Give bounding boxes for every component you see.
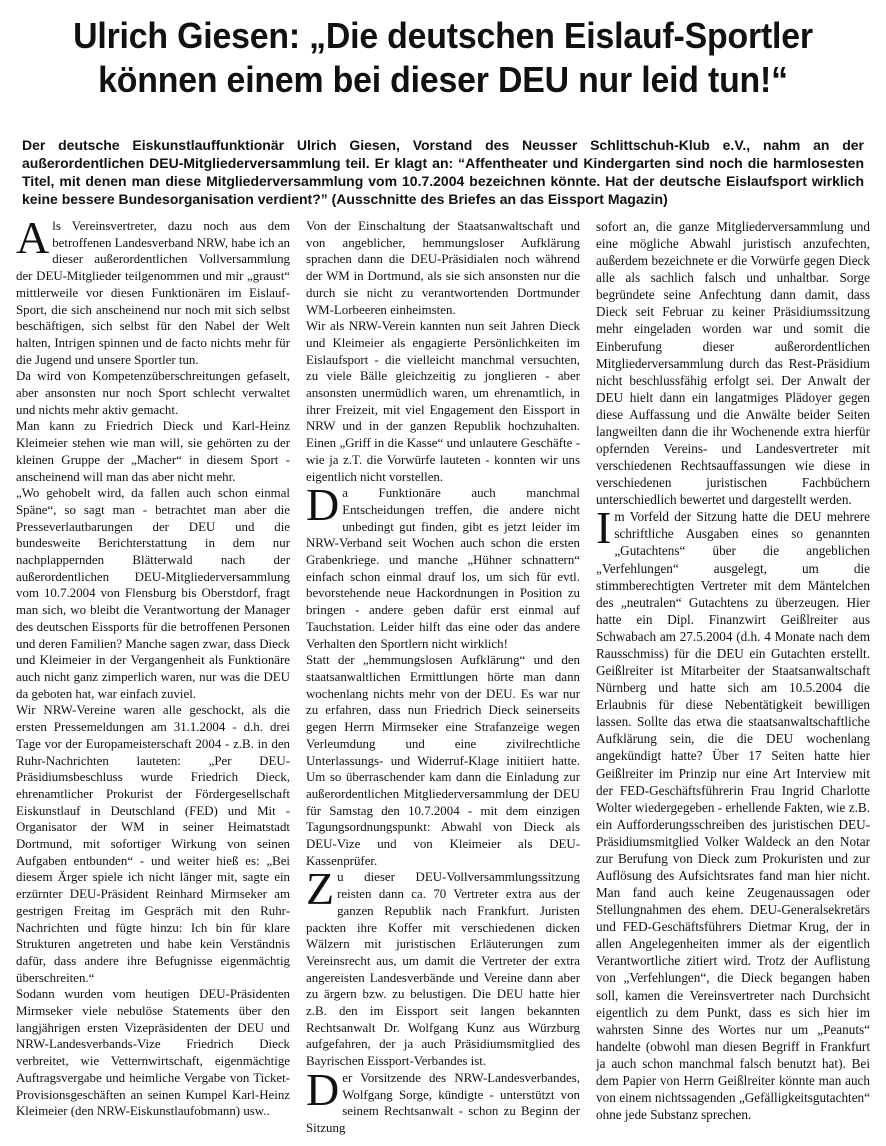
paragraph-text: m Vorfeld der Sitzung hatte die DEU mehrere schriftliche Ausgaben eines so genannten „Gutachtens“ über die angeblichen „Verfehlungen“ ausgelegt, um die stimmberechtigten Vertreter mit dem Mäntelchen des „neutralen“ Gutachtens zu überzeugen. Hier hatte ein Dipl. Finanzwirt Geißlreiter aus Schwabach am 27.5.2004 (d.h. 4 Monate nach dem Rausschmiss) für die DEU ein Gutachten erstellt. Geißlreiter ist Mitarbeiter der Staatsanwaltschaft Nürnberg und hatte sich am 10.5.2004 die Erlaubnis für diese Nebentätigkeit bewilligen lassen. Sollte das etwa die staatsanwaltschaftliche Aufklärung sein, die die DEU wochenlang angekündigt hatte? Über 17 Seiten hatte hier Geißlreiter im Prinzip nur eine Art Interview mit der FED-Geschäftsführerin Frau Ingrid Charlotte Wolter wiedergegeben - erhellende Fakten, wie z.B. ein Aufforderungsschreiben des juristischen DEU-Präsidiumsmitglied Volker Waldeck an den Notar zur Berufung von Dieck zum Prokuristen und zur Auflösung des Aufsichtsrates fand man hier nicht. Man fand auch keine Zeugenaussagen oder Stellungnahmen des ehem. DEU-Generalsekretärs und FED-Geschäftsführers Dietmar Krug, der in allen Angelegenheiten immer als der eigentlich Verantwortliche zitiert wird. Trotz der Auflistung von „Verfehlungen“, die Dieck begangen haben soll, kamen die Vereinsvertreter nach Durchsicht eigentlich zu dem Punkt, dass es sich hier im wahrsten Sinne des Wortes nur um „Peanuts“ handelte (obwohl man diesen Begriff in Frankfurt ja auch schon manchmal falsch benutzt hat). Bei dem Papier von Herrn Geißlreiter könnte man auch von einem nichtssagenden „Gefälligkeitsgutachten“ ohne jede Substanz sprechen. (596, 509, 870, 1123)
paragraph-text: Wir als NRW-Verein kannten nun seit Jahren Dieck und Kleimeier als engagierte Persönlichkeiten im Eislaufsport - die vielleicht manchmal versuchten, zu viele Bälle gleichzeitig zu jonglieren - aber ansonsten unermüdlich waren, um ehrenamtlich, in ihrer Freizeit, mit viel Engagement den Eissport in NRW und in der ganzen Republik hochzuhalten. Einen „Griff in die Kasse“ und unlautere Geschäfte - wie ja z.T. die Vorwürfe lauteten - konnten wir uns eigentlich nicht vorstellen. (306, 319, 580, 484)
article-paragraph (16, 218, 290, 368)
article-paragraph (306, 318, 580, 485)
article-paragraph (596, 502, 870, 1123)
article-paragraph (306, 863, 580, 1069)
paragraph-text: Da wird von Kompetenzüberschreitungen gefaselt, aber ansonsten nur noch Sport schlecht verwaltet und nichts mehr aktiv gemacht. (16, 369, 290, 417)
column-3 (596, 218, 870, 1142)
paragraph-text: u dieser DEU-Vollversammlungssitzung reisten dann ca. 70 Vertreter extra aus der ganzen Republik nach Frankfurt. Juristen packten ihre Koffer mit verschiedenen dicken Wälzern mit juristischen Erläuterungen zum Vereinsrecht aus, um damit die Vertreter der extra angereisten Landesverbände und Vereine dann aber zu ärgern bzw. zu belustigen. Die DEU hatte hier z.B. den im Eissport seit langen bekannten Rechtsanwalt Dr. Wolfgang Kunz aus Würzburg aufgefahren, der ja auch Präsidiumsmitglied des Bayrischen Eissport-Verbandes ist. (306, 870, 580, 1069)
drop-cap: Z (306, 863, 335, 915)
paragraph-text: „Wo gehobelt wird, da fallen auch schon einmal Späne“, so sagt man - betrachtet man aber die Presseverlautbarungen der DEU und die bundesweite Berichterstattung in dem nur nachplappernden Blätterwald nach der außerordentlichen DEU-Mitgliederversammlung vom 10.7.2004 von Flensburg bis Oberstdorf, fragt man sich, wo bleibt die Verantwortung der Manager des deutschen Eissports für die betroffenen Personen und deren Familien? Manche sagen zwar, dass Dieck und Kleimeier in der Vergangenheit als Funktionäre auch nicht ganz zimperlich waren, nur was die DEU da geboten hat, war einfach zuviel. (16, 486, 290, 701)
headline-line-1: Ulrich Giesen: „Die deutschen Eislauf-Sportler (73, 15, 813, 56)
drop-cap: A (16, 218, 50, 263)
paragraph-text: a Funktionäre auch manchmal Entscheidungen treffen, die andere nicht unbedingt gut finden, gibt es jetzt leider im NRW-Verband seit Wochen auch schon die ersten Grabenkriege. und manche „Hühner schnattern“ einfach schon einmal drauf los, um sich für evtl. bevorstehende neue Hackordnungen in Position zu bringen - andere geben dafür erst einmal auf Tauchstation. Leider hilft das eine oder das andere Verhalten den Sportlern nicht wirklich! (306, 486, 580, 651)
paragraph-text: Von der Einschaltung der Staatsanwaltschaft und von angeblicher, hemmungsloser Aufklärung sprachen dann die DEU-Präsidialen noch während der WM in Dortmund, als sie sich ansonsten nur die durch sie nicht zu verantwortenden Dortmunder WM-Lorbeeren einheimsten. (306, 219, 580, 317)
article-paragraph (596, 218, 870, 508)
paragraph-text: Wir NRW-Vereine waren alle geschockt, als die ersten Pressemeldungen am 31.1.2004 - d.h. drei Tage vor der Europameisterschaft 2004 - z.B. in den Ruhr-Nachrichten lauteten: „Per DEU-Präsidiumsbeschluss wurde Friedrich Dieck, ehrenamtlicher Prokurist der Fördergesellschaft Eiskunstlauf in Deutschland (FED) und Mit - Organisator der WM in seiner Heimatstadt Dortmund, mit sofortiger Wirkung von seinen Aufgaben entbunden“ - und weiter hieß es: „Bei diesem Ärger spiele ich nicht länger mit, sagte ein erzürnter DEU-Präsident Reinhard Mirmseker am gestrigen Freitag im Gespräch mit den Ruhr-Nachrichten und fügte hinzu: Ich bin für klare Strukturen angetreten und habe kein Verständnis dafür, dass andere ihre Befugnisse eigenmächtig überschreiten.“ (16, 703, 290, 985)
paragraph-text: ls Vereinsvertreter, dazu noch aus dem betroffenen Landesverband NRW, habe ich an dieser außerordentlichen Vollversammlung der DEU-Mitglieder teilgenommen und mir „graust“ mittlerweile vor diesen Funktionären im Eislauf-Sport, die sich anscheinend nur noch mit sich selbst beschäftigen, sich selbst für den Nabel der Welt halten, Intrigen spinnen und de facto nichts mehr für die Jugend und unsere Sportler tun. (16, 219, 290, 367)
drop-cap: D (306, 479, 340, 531)
drop-cap: D (306, 1063, 340, 1115)
article-paragraph (306, 1063, 580, 1137)
paragraph-text: Sodann wurden vom heutigen DEU-Präsidenten Mirmseker viele nebulöse Statements über den langjährigen ersten Vizepräsidenten der DEU und NRW-Landesverbands-Vize Friedrich Dieck verbreitet, wie Vetternwirtschaft, eigenmächtige Auftragsvergabe und heimliche Vergabe von Ticket-Provisionsgeschäften an seinen Kumpel Karl-Heinz Kleimeier (den NRW-Eiskunstlaufobmann) usw.. (16, 987, 290, 1119)
column-2 (306, 218, 580, 1142)
drop-cap: I (596, 502, 612, 554)
article-paragraph (16, 418, 290, 485)
headline (44, 14, 843, 102)
paragraph-text: Statt der „hemmungslosen Aufklärung“ und den staatsanwaltlichen Ermittlungen hörte man dann wochenlang nichts mehr von der DEU. Es war nur zu erfahren, dass nun Friedrich Dieck seinerseits gegen Herrn Mirmseker eine Strafanzeige wegen Verleumdung und eine zivilrechtliche Unterlassungs- und Widerruf-Klage initiiert hatte. Um so überraschender kam dann die Einladung zur außerordentlichen Mitgliederversammlung der DEU für Samstag den 10.7.2004 - mit dem einzigen Tagungsordnungspunkt: Abwahl von Dieck als DEU-Vize und von Kleimeier als DEU-Kassenprüfer. (306, 653, 580, 868)
article-paragraph (306, 218, 580, 318)
paragraph-text: Man kann zu Friedrich Dieck und Karl-Heinz Kleimeier stehen wie man will, sie gehörten zu der kleinen Gruppe der „Macher“ in diesem Sport - anscheinend will man das aber nicht mehr. (16, 419, 290, 484)
article-paragraph (16, 485, 290, 702)
paragraph-text: sofort an, die ganze Mitgliederversammlung und eine mögliche Abwahl juristisch anzufechten, außerdem bezeichnete er die Vorwürfe gegen Dieck alle als sachlich falsch und unhaltbar. Sorge begründete seine Anfechtung dann damit, dass Dieck seit Februar zu keiner Präsidiumssitzung mehr eingeladen worden war und somit die Einberufung dieser außerordentlichen Mitgliederversammlung durch das Rest-Präsidium nicht beschlussfähig erfolgt sei. Der Anwalt der DEU hielt dann ein langatmiges Plädoyer gegen diese Auffassung und die Anwälte beider Seiten langweilten dann die ihr Wochenende extra hierfür opfernden Vereins- und Landesvertreter mit verschiedenen Rechtsauffassungen wie diese in verschiedenen juristischen Fachbüchern unterschiedlich bewertet und dargestellt werden. (596, 219, 870, 508)
article-paragraph (306, 652, 580, 869)
paragraph-text: er Vorsitzende des NRW-Landesverbandes, Wolfgang Sorge, kündigte - unterstützt von seinem Rechtsanwalt - schon zu Beginn der Sitzung (306, 1070, 580, 1135)
column-1 (16, 218, 290, 1142)
article-paragraph (16, 368, 290, 418)
article-paragraph (16, 986, 290, 1120)
article-paragraph (16, 702, 290, 986)
headline-line-2: können einem bei dieser DEU nur leid tun!“ (98, 59, 788, 100)
article-paragraph (306, 479, 580, 652)
lede-paragraph: Der deutsche Eiskunstlauffunktionär Ulrich Giesen, Vorstand des Neusser Schlittschuh-Klub e.V., nahm an der außerordentlichen DEU-Mitgliederversammlung teil. Er klagt an: “Affentheater und Kindergarten sind noch die harmlosesten Titel, mit denen man diese Mitgliederversammlung vom 10.7.2004 bezeichnen könnte. Hat der deutsche Eislaufsport wirklich keine bessere Bundesorganisation verdient?” (Ausschnitte des Briefes an das Eissport Magazin) (22, 137, 864, 207)
